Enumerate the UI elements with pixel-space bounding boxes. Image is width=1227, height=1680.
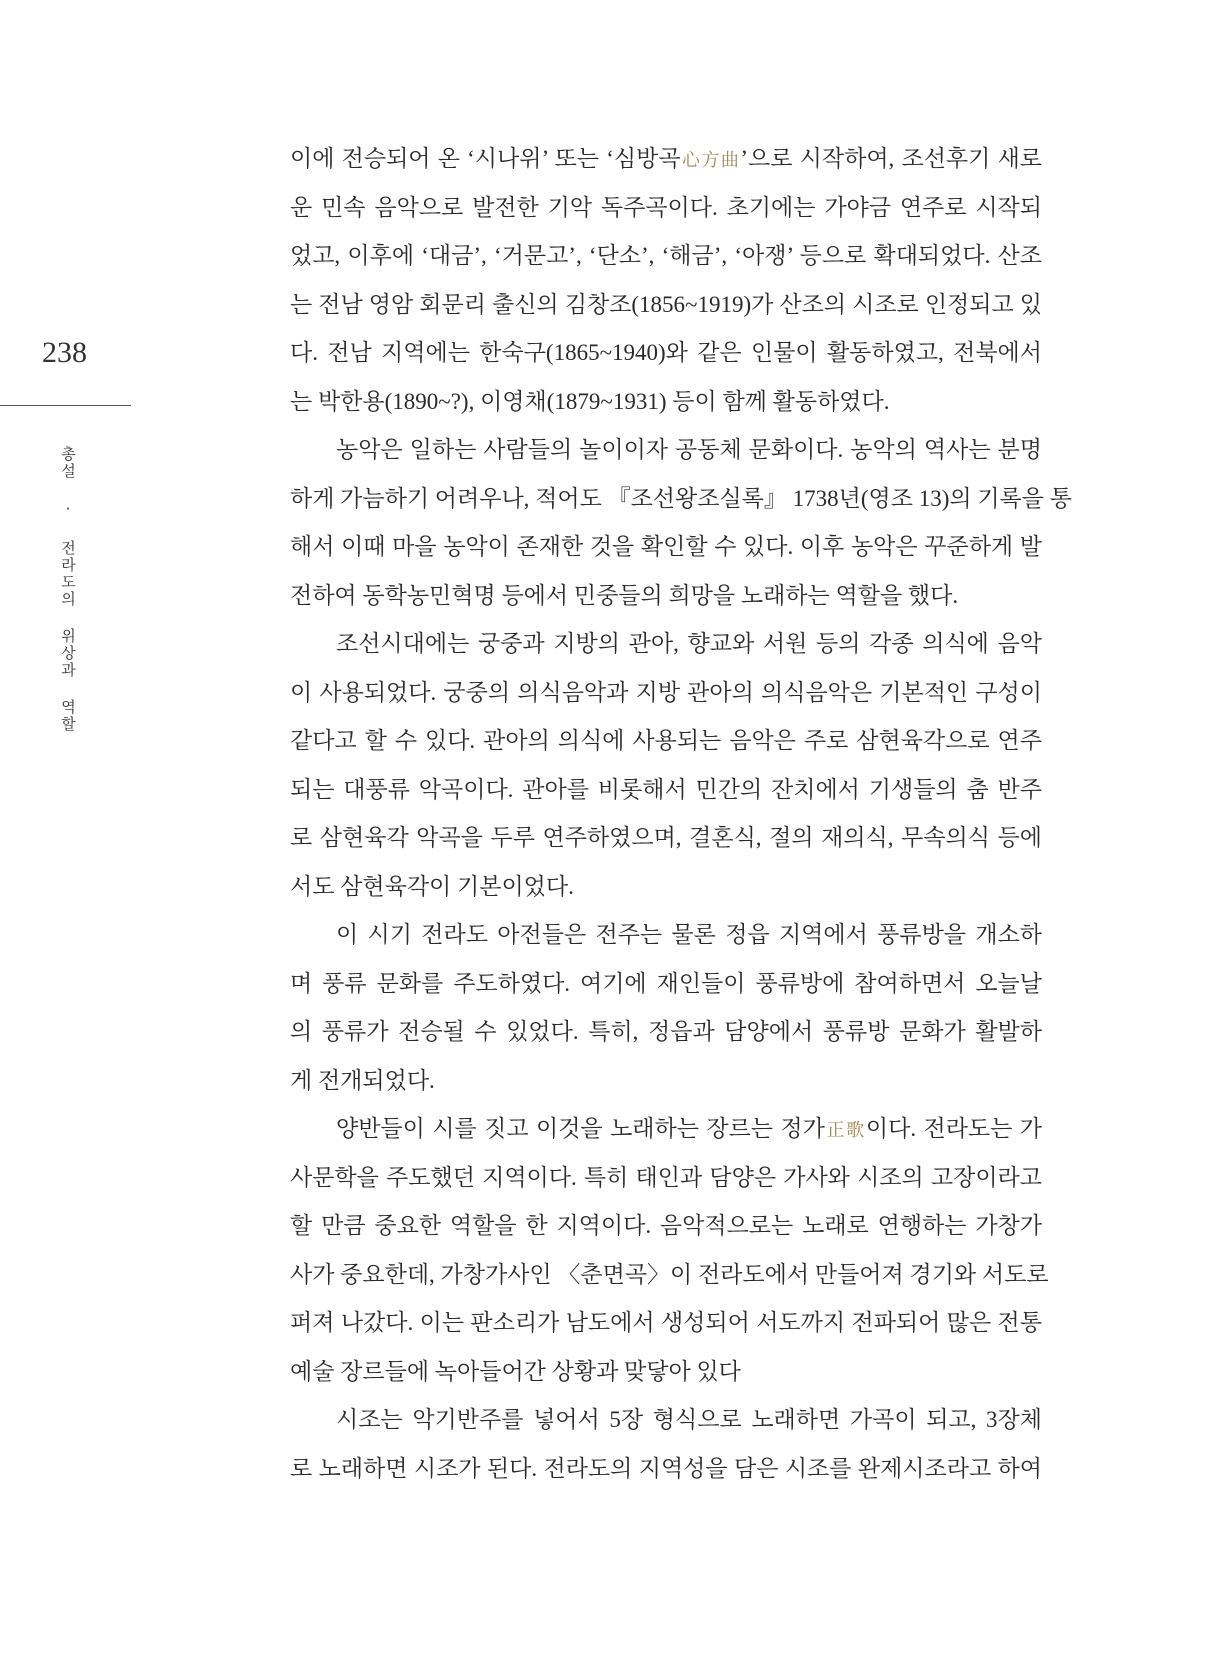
text-line: 의 풍류가 전승될 수 있었다. 특히, 정읍과 담양에서 풍류방 문화가 활발하 <box>290 1019 1042 1044</box>
text-segment: 이다. 전라도는 가 <box>865 1116 1043 1141</box>
text-line: 해서 이때 마을 농악이 존재한 것을 확인할 수 있다. 이후 농악은 꾸준하게 발 <box>290 534 1042 559</box>
text-line: 었고, 이후에 ‘대금’, ‘거문고’, ‘단소’, ‘해금’, ‘아쟁’ 등으로 확대되었다. 산조 <box>290 243 1042 268</box>
hanja-annotation: 正歌 <box>824 1120 866 1140</box>
text-line: 농악은 일하는 사람들의 놀이이자 공동체 문화이다. 농악의 역사는 분명 <box>336 437 1042 462</box>
margin-divider <box>0 405 131 406</box>
text-line: 로 삼현육각 악곡을 두루 연주하였으며, 결혼식, 절의 재의식, 무속의식 등에 <box>290 825 1042 850</box>
text-line: 시조는 악기반주를 넣어서 5장 형식으로 노래하면 가곡이 되고, 3장체 <box>336 1407 1042 1432</box>
text-line: 이 사용되었다. 궁중의 의식음악과 지방 관아의 의식음악은 기본적인 구성이 <box>290 679 1042 705</box>
body-text <box>290 145 1072 1503</box>
text-segment: 이에 전승되어 온 ‘시나위’ 또는 ‘심방곡 <box>290 146 681 171</box>
text-line: 다. 전남 지역에는 한숙구(1865~1940)와 같은 인물이 활동하였고, 전북에서 <box>290 340 1042 365</box>
text-segment: ’으로 시작하여, 조선후기 새로 <box>740 146 1043 171</box>
text-line <box>290 145 1042 194</box>
text-line: 전하여 동학농민혁명 등에서 민중들의 희망을 노래하는 역할을 했다. <box>290 582 959 608</box>
text-line: 게 전개되었다. <box>290 1067 435 1093</box>
text-line: 사가 중요한데, 가창가사인 〈춘면곡〉이 전라도에서 만들어져 경기와 서도로 <box>290 1261 1049 1287</box>
text-line: 이 시기 전라도 아전들은 전주는 물론 정읍 지역에서 풍류방을 개소하 <box>336 922 1042 947</box>
text-line: 는 박한용(1890~?), 이영채(1879~1931) 등이 함께 활동하였다. <box>290 388 890 414</box>
text-segment: 양반들이 시를 짓고 이것을 노래하는 장르는 정가 <box>336 1116 825 1141</box>
text-line: 같다고 할 수 있다. 관아의 의식에 사용되는 음악은 주로 삼현육각으로 연주 <box>290 728 1042 753</box>
text-line: 되는 대풍류 악곡이다. 관아를 비롯해서 민간의 잔치에서 기생들의 춤 반주 <box>290 776 1042 802</box>
text-line: 조선시대에는 궁중과 지방의 관아, 향교와 서원 등의 각종 의식에 음악 <box>336 631 1042 656</box>
text-line: 사문학을 주도했던 지역이다. 특히 태인과 담양은 가사와 시조의 고장이라고 <box>290 1164 1042 1190</box>
text-line: 퍼져 나갔다. 이는 판소리가 남도에서 생성되어 서도까지 전파되어 많은 전통 <box>290 1310 1042 1335</box>
text-line: 운 민속 음악으로 발전한 기악 독주곡이다. 초기에는 가야금 연주로 시작되 <box>290 194 1042 220</box>
running-title: 총설 · 전라도의 위상과 역할 <box>59 446 77 733</box>
text-line: 할 만큼 중요한 역할을 한 지역이다. 음악적으로는 노래로 연행하는 가창가 <box>290 1213 1042 1238</box>
text-line: 는 전남 영암 회문리 출신의 김창조(1856~1919)가 산조의 시조로 인정되고 있 <box>290 291 1042 317</box>
text-line: 로 노래하면 시조가 된다. 전라도의 지역성을 담은 시조를 완제시조라고 하여 <box>290 1455 1042 1481</box>
text-line: 서도 삼현육각이 기본이었다. <box>290 873 574 899</box>
text-line: 하게 가늠하기 어려우나, 적어도 『조선왕조실록』 1738년(영조 13)의 기록을 통 <box>290 485 1072 511</box>
page-number: 238 <box>42 336 87 369</box>
text-line: 며 풍류 문화를 주도하였다. 여기에 재인들이 풍류방에 참여하면서 오늘날 <box>290 970 1042 996</box>
text-line <box>290 1115 1042 1164</box>
text-line: 예술 장르들에 녹아들어간 상황과 맞닿아 있다 <box>290 1358 741 1384</box>
hanja-annotation: 心方曲 <box>680 150 741 170</box>
